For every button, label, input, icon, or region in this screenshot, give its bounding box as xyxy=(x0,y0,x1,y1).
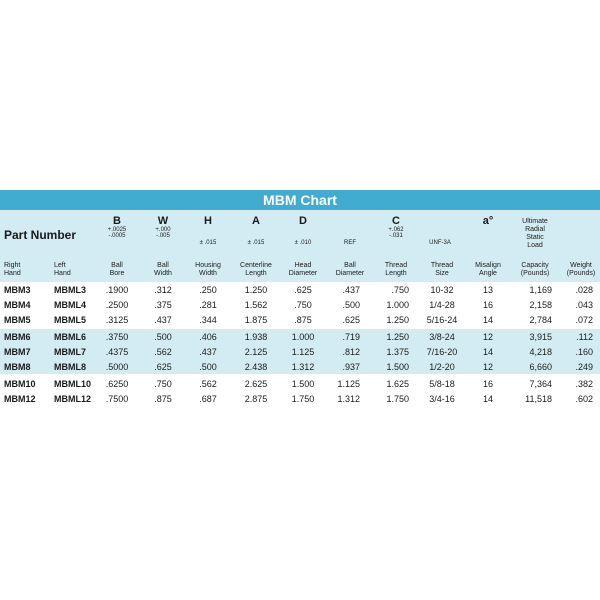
ball-bore-cell: .6250 xyxy=(105,379,129,389)
housing-width-cell: .562 xyxy=(199,379,217,389)
weight-cell: .602 xyxy=(575,394,593,404)
col-d-letter: D xyxy=(299,215,307,227)
left-hand-part: MBML4 xyxy=(54,300,86,310)
weight-cell: .028 xyxy=(575,285,593,295)
housing-width-cell: .406 xyxy=(199,332,217,342)
chart-title: MBM Chart xyxy=(0,190,600,210)
col-w-letter: W xyxy=(157,215,169,227)
housing-width-cell: .281 xyxy=(199,300,217,310)
ball-diameter-cell: .625 xyxy=(342,315,360,325)
weight-cell: .072 xyxy=(575,315,593,325)
ball-diameter-cell: 1.312 xyxy=(337,394,360,404)
ball-diameter-cell: .437 xyxy=(342,285,360,295)
centerline-length-cell: 2.125 xyxy=(244,347,268,357)
col-w-tolerance: +.000 -.005 xyxy=(155,227,171,239)
housing-width-cell: .437 xyxy=(199,347,217,357)
thread-length-cell: 1.250 xyxy=(386,315,409,325)
head-diameter-cell: 1.125 xyxy=(291,347,315,357)
ball-bore-cell: .7500 xyxy=(105,394,129,404)
capacity-cell: 4,218 xyxy=(529,347,552,357)
thread-length-cell: 1.750 xyxy=(386,394,409,404)
ball-bore-cell: .3750 xyxy=(105,332,129,342)
col-c-letter: C xyxy=(392,215,400,227)
ball-diameter-cell: .500 xyxy=(342,300,360,310)
misalign-angle-cell: 14 xyxy=(482,347,494,357)
ball-width-cell: .500 xyxy=(154,332,172,342)
left-hand-heading: Left Hand xyxy=(54,262,71,277)
head-diameter-cell: .875 xyxy=(294,315,312,325)
weight-cell: .112 xyxy=(576,332,593,342)
capacity-cell: 2,784 xyxy=(529,315,552,325)
ball-width-cell: .562 xyxy=(154,347,172,357)
housing-width-cell: .344 xyxy=(199,315,217,325)
row-group xyxy=(0,282,600,327)
ball-width-cell: .312 xyxy=(154,285,172,295)
row-group xyxy=(0,329,600,374)
left-hand-part: MBML12 xyxy=(54,394,92,404)
left-hand-part: MBML7 xyxy=(54,347,86,357)
weight-cell: .382 xyxy=(575,379,593,389)
left-hand-part: MBML8 xyxy=(54,362,86,372)
col-b-heading xyxy=(108,210,127,239)
misalign-angle-cell: 12 xyxy=(482,362,494,372)
right-hand-part: MBM7 xyxy=(4,347,31,357)
misalign-angle-cell: 16 xyxy=(482,300,494,310)
table-row xyxy=(0,359,600,374)
left-hand-part: MBML6 xyxy=(54,332,86,342)
col-alpha-letter: a° xyxy=(482,215,494,227)
ref-label: REF xyxy=(344,240,356,246)
header-row xyxy=(0,210,600,252)
head-diameter-cell: 1.500 xyxy=(291,379,315,389)
ball-bore-cell: .4375 xyxy=(105,347,129,357)
ball-width-cell: .875 xyxy=(154,394,172,404)
thread-length-heading: Thread Length xyxy=(384,262,408,277)
ball-width-cell: .625 xyxy=(154,362,172,372)
thread-size-cell: 3/4-16 xyxy=(429,394,455,404)
ball-width-cell: .750 xyxy=(154,379,172,389)
left-hand-part: MBML10 xyxy=(54,379,92,389)
table-row xyxy=(0,312,600,327)
col-d-tolerance: ± .010 xyxy=(294,240,312,246)
subheader-row xyxy=(0,252,600,282)
centerline-length-cell: 2.625 xyxy=(244,379,268,389)
thread-size-cell: 7/16-20 xyxy=(426,347,458,357)
row-group xyxy=(0,376,600,406)
right-hand-part: MBM8 xyxy=(4,362,31,372)
thread-length-cell: 1.250 xyxy=(386,332,409,342)
misalign-angle-cell: 14 xyxy=(482,394,494,404)
thread-length-cell: 1.000 xyxy=(386,300,409,310)
right-hand-part: MBM4 xyxy=(4,300,31,310)
table-row xyxy=(0,344,600,359)
thread-size-cell: 5/16-24 xyxy=(426,315,458,325)
col-h-letter: H xyxy=(204,215,212,227)
head-diameter-cell: 1.750 xyxy=(291,394,315,404)
left-hand-part: MBML5 xyxy=(54,315,86,325)
thread-length-cell: 1.625 xyxy=(386,379,409,389)
weight-cell: .160 xyxy=(575,347,593,357)
ball-bore-cell: .3125 xyxy=(105,315,129,325)
ball-diameter-cell: .937 xyxy=(342,362,360,372)
ball-diameter-cell: .719 xyxy=(342,332,360,342)
thread-size-cell: 1/2-20 xyxy=(429,362,455,372)
col-alpha-heading xyxy=(483,210,494,227)
centerline-length-heading: Centerline Length xyxy=(240,262,272,277)
centerline-length-cell: 1.875 xyxy=(244,315,268,325)
col-unf-heading xyxy=(429,210,451,246)
housing-width-cell: .687 xyxy=(199,394,217,404)
head-diameter-heading: Head Diameter xyxy=(288,262,318,277)
col-a-tolerance: ± .015 xyxy=(247,240,265,246)
thread-size-cell: 10-32 xyxy=(430,285,454,295)
ball-diameter-cell: 1.125 xyxy=(337,379,360,389)
table-row xyxy=(0,329,600,344)
right-hand-part: MBM12 xyxy=(4,394,36,404)
col-b-tolerance: +.0025 -.0005 xyxy=(107,227,127,239)
misalign-angle-cell: 12 xyxy=(482,332,494,342)
ball-bore-heading: Ball Bore xyxy=(109,262,125,277)
left-hand-part: MBML3 xyxy=(54,285,86,295)
ball-width-heading: Ball Width xyxy=(154,262,172,277)
housing-width-heading: Housing Width xyxy=(195,262,221,277)
part-number-heading: Part Number xyxy=(4,228,77,242)
weight-cell: .043 xyxy=(575,300,593,310)
centerline-length-cell: 2.875 xyxy=(244,394,268,404)
housing-width-cell: .500 xyxy=(199,362,217,372)
right-hand-part: MBM3 xyxy=(4,285,31,295)
ball-bore-cell: .5000 xyxy=(105,362,129,372)
ball-diameter-cell: .812 xyxy=(342,347,360,357)
head-diameter-cell: 1.000 xyxy=(291,332,315,342)
housing-width-cell: .250 xyxy=(199,285,217,295)
thread-length-cell: 1.500 xyxy=(386,362,409,372)
misalign-angle-cell: 13 xyxy=(482,285,494,295)
col-a-letter: A xyxy=(252,215,260,227)
centerline-length-cell: 1.938 xyxy=(244,332,268,342)
col-b-letter: B xyxy=(113,215,121,227)
col-c-tolerance: +.062 -.031 xyxy=(388,227,404,239)
col-w-heading xyxy=(155,210,170,239)
thread-length-cell: 1.375 xyxy=(386,347,409,357)
col-c-heading xyxy=(388,210,403,239)
capacity-cell: 3,915 xyxy=(529,332,552,342)
right-hand-part: MBM10 xyxy=(4,379,36,389)
unf-label: UNF-3A xyxy=(429,240,451,246)
misalign-angle-heading: Misalign Angle xyxy=(475,262,501,277)
weight-heading: Weight (Pounds) xyxy=(566,262,596,277)
table-row xyxy=(0,376,600,391)
head-diameter-cell: .625 xyxy=(294,285,312,295)
col-h-tolerance: ± .015 xyxy=(199,240,217,246)
capacity-cell: 11,518 xyxy=(525,394,552,404)
right-hand-part: MBM6 xyxy=(4,332,31,342)
ball-width-cell: .375 xyxy=(154,300,172,310)
misalign-angle-cell: 14 xyxy=(482,315,494,325)
ball-diameter-heading: Ball Diameter xyxy=(335,262,365,277)
thread-size-cell: 3/8-24 xyxy=(429,332,455,342)
capacity-cell: 1,169 xyxy=(529,285,552,295)
mbm-chart xyxy=(0,190,600,406)
capacity-cell: 6,660 xyxy=(529,362,552,372)
thread-size-heading: Thread Size xyxy=(430,262,454,277)
centerline-length-cell: 2.438 xyxy=(244,362,268,372)
table-row xyxy=(0,391,600,406)
capacity-cell: 7,364 xyxy=(529,379,552,389)
ball-bore-cell: .2500 xyxy=(105,300,129,310)
thread-size-cell: 5/8-18 xyxy=(429,379,455,389)
ball-bore-cell: .1900 xyxy=(105,285,129,295)
thread-length-cell: .750 xyxy=(391,285,409,295)
centerline-length-cell: 1.250 xyxy=(244,285,268,295)
weight-cell: .249 xyxy=(575,362,593,372)
right-hand-heading: Right Hand xyxy=(4,262,21,277)
table-body xyxy=(0,282,600,406)
capacity-cell: 2,158 xyxy=(529,300,552,310)
ultimate-load-heading: Ultimate Radial Static Load xyxy=(522,218,548,249)
thread-size-cell: 1/4-28 xyxy=(429,300,455,310)
table-row xyxy=(0,282,600,297)
col-d-heading xyxy=(295,210,312,246)
ball-width-cell: .437 xyxy=(154,315,172,325)
col-h-heading xyxy=(200,210,217,246)
misalign-angle-cell: 16 xyxy=(482,379,494,389)
capacity-heading: Capacity (Pounds) xyxy=(520,262,550,277)
right-hand-part: MBM5 xyxy=(4,315,31,325)
col-a-heading xyxy=(248,210,265,246)
col-ref-heading xyxy=(344,210,356,246)
centerline-length-cell: 1.562 xyxy=(244,300,268,310)
head-diameter-cell: 1.312 xyxy=(291,362,315,372)
table-row xyxy=(0,297,600,312)
head-diameter-cell: .750 xyxy=(294,300,312,310)
